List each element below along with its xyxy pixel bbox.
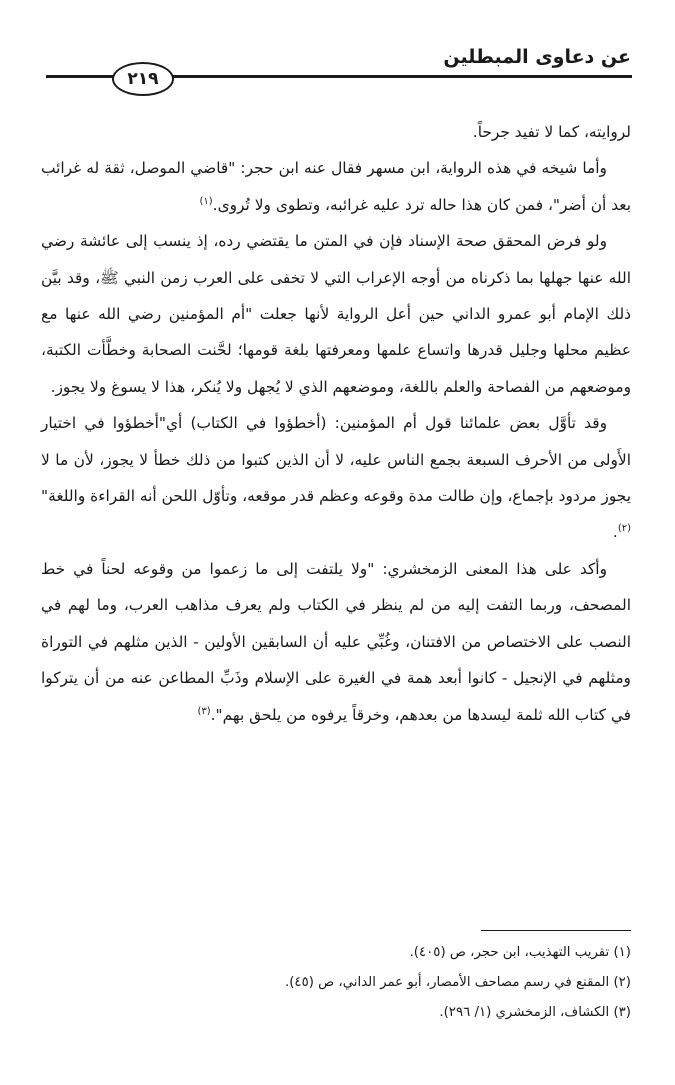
page-number-badge: ٢١٩ xyxy=(112,62,174,96)
footnote-1: (١) تقريب التهذيب، ابن حجر، ص (٤٠٥). xyxy=(409,945,631,960)
paragraph-2 xyxy=(41,150,631,223)
paragraph-5-text: وأكد على هذا المعنى الزمخشري: "ولا يلتفت إلى ما زعموا من وقوعه لحناً في خط المصحف، وربما التفت إليه من لم ينظر في الكتاب ولم يعرف مذاهب العرب، وما لهم في النصب على الاختصاص من الافتنان، وغُبِّي عليه أن السابقين الأولين - الذين مثلهم في التوراة ومثلهم في الإنجيل - كانوا أبعد همة في الغيرة على الإسلام وذَبِّ المطاعن عنه من أن يتركوا في كتاب الله ثلمة ليسدها من بعدهم، وخرقاً يرفوه من يلحق بهم". xyxy=(41,559,631,724)
footnote-ref-3: (٣) xyxy=(197,705,211,717)
paragraph-5 xyxy=(41,551,631,733)
paragraph-2-text: وأما شيخه في هذه الرواية، ابن مسهر فقال عنه ابن حجر: "قاضي الموصل، ثقة له غرائب بعد أن أضر"، فمن كان هذا حاله ترد عليه غرائبه، وتطوى ولا تُروى. xyxy=(41,159,631,214)
footnote-separator xyxy=(481,930,631,931)
footnote-2: (٢) المقنع في رسم مصاحف الأمصار، أبو عمر الداني، ص (٤٥). xyxy=(285,975,631,990)
footnote-ref-2: (٢) xyxy=(617,523,631,535)
footnotes xyxy=(41,938,631,1028)
page-body xyxy=(41,114,631,733)
running-title: عن دعاوى المبطلين xyxy=(443,46,631,68)
paragraph-4: وقد تأوَّل بعض علمائنا قول أم المؤمنين: (أخطؤوا في الكتاب) أي"أخطؤوا في اختيار الأَولى من الأحرف السبعة بجمع الناس عليه، لا أن الذين كتبوا من ذلك خطأ لا يجوز، لأن ما لا يجوز مردود بإجماع، وإن طالت مدة وقوعه وعظم قدر موقعه، وتأوّل اللحن أنه القراءة واللغة"$^{(٢)}$. xyxy=(41,414,631,542)
paragraph-3: ولو فرض المحقق صحة الإسناد فإن في المتن ما يقتضي رده، إذ ينسب إلى عائشة رضي الله عنها جهلها بما ذكرناه من أوجه الإعراب التي لا تخفى على العرب زمن النبي ﷺ، وقد بيَّن ذلك الإمام أبو عمرو الداني حين أعل الرواية لأنها جعلت "أم المؤمنين رضي الله عنها مع عظيم محلها وجليل قدرها واتساع علمها ومعرفتها بلغة قومها؛ لحَّنت الصحابة وخطَّأت الكتبة، وموضعهم من الفصاحة والعلم باللغة، وموضعهم الذي لا يُجهل ولا يُنكر، هذا لا يسوغ ولا يجوز. xyxy=(41,232,631,396)
paragraph-1: لروايته، كما لا تفيد جرحاً. xyxy=(472,123,631,141)
paragraph-4-text: وقد تأوَّل بعض علمائنا قول أم المؤمنين: (أخطؤوا في الكتاب) أي"أخطؤوا في اختيار الأَولى من الأحرف السبعة بجمع الناس عليه، لا أن الذين كتبوا من ذلك خطأ لا يجوز، لأن ما لا يجوز مردود بإجماع، وإن طالت مدة وقوعه وعظم قدر موقعه، وتأوّل اللحن أنه القراءة واللغة" xyxy=(41,414,631,506)
footnote-3: (٣) الكشاف، الزمخشري (١/ ٢٩٦). xyxy=(439,1005,631,1020)
footnote-ref-1: (١) xyxy=(199,195,213,207)
